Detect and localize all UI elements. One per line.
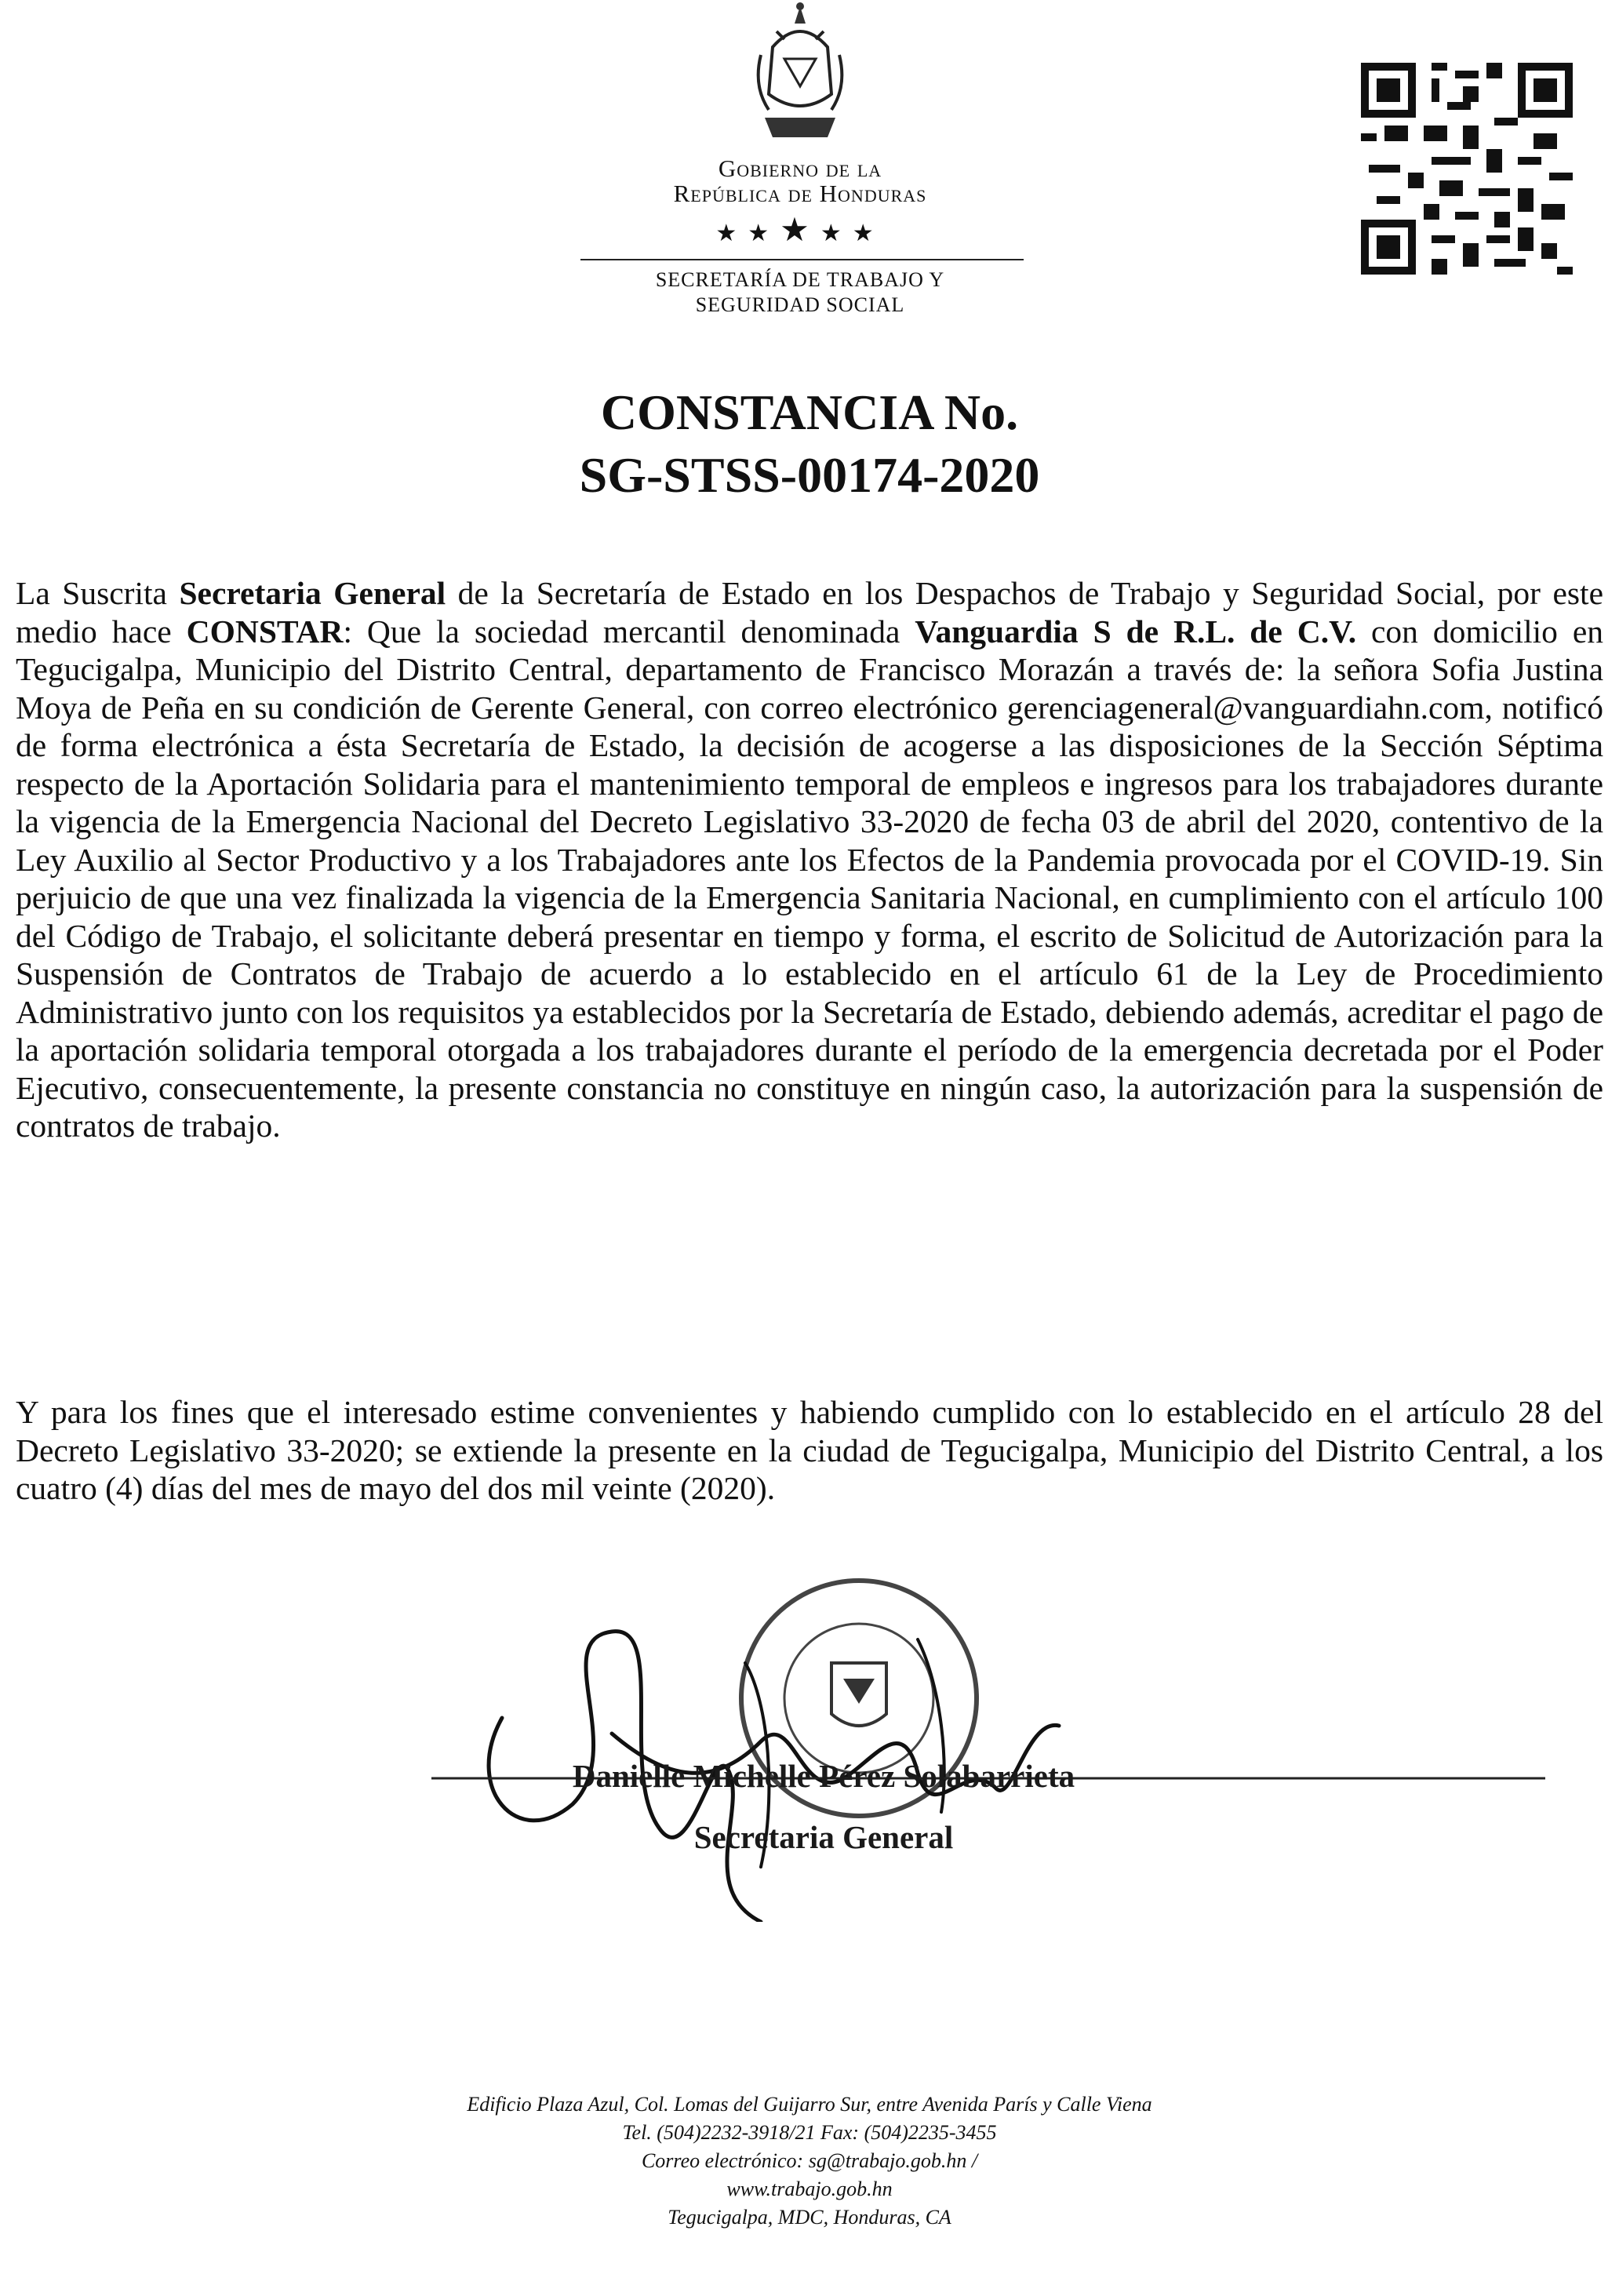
star-icon: ★ bbox=[780, 210, 820, 249]
star-icon: ★ bbox=[748, 220, 780, 247]
text-run-bold: Secretaria General bbox=[179, 575, 446, 611]
star-icon: ★ bbox=[715, 220, 748, 247]
secretariat-name-line2: SEGURIDAD SOCIAL bbox=[695, 293, 905, 316]
footer-city: Tegucigalpa, MDC, Honduras, CA bbox=[668, 2206, 951, 2229]
signer-role: Secretaria General bbox=[693, 1819, 954, 1855]
text-run: : Que la sociedad mercantil denominada bbox=[343, 613, 915, 650]
coat-of-arms-icon bbox=[749, 0, 851, 141]
star-icon: ★ bbox=[820, 220, 853, 247]
footer-email: Correo electrónico: sg@trabajo.gob.hn / bbox=[641, 2149, 978, 2172]
company-name: Vanguardia S de R.L. de C.V. bbox=[915, 613, 1357, 650]
stars-row bbox=[549, 210, 1051, 249]
government-name-line1: Gobierno de la bbox=[718, 155, 882, 182]
signer-name: Danielle Michelle Pérez Solabarrieta bbox=[572, 1758, 1075, 1794]
header-divider bbox=[580, 259, 1024, 260]
document-number: SG-STSS-00174-2020 bbox=[579, 447, 1040, 503]
text-run: con domicilio en Tegucigalpa, Municipio del Distrito Central, departamento de Francisco Morazán a través de: la señora Sofia Justina Moya de Peña en su condición de Gerente General, con correo electrónico gerenciageneral@vanguardiahn.com, notificó de forma electrónica a ésta Secretaría de Estado, la decisión de acogerse a las disposiciones de la Sección Séptima respecto de la Aportación Solidaria para el mantenimiento temporal de empleos e ingresos para los trabajadores durante la vigencia de la Emergencia Nacional del Decreto Legislativo 33-2020 de fecha 03 de abril del 2020, contentivo de la Ley Auxilio al Sector Productivo y a los Trabajadores ante los Efectos de la Pandemia provocada por el COVID-19. Sin perjuicio de que una vez finalizada la vigencia de la Emergencia Sanitaria Nacional, en cumplimiento con el artículo 100 del Código de Trabajo, el solicitante deberá presentar en tiempo y forma, el escrito de Solicitud de Autorización para la Suspensión de Contratos de Trabajo de acuerdo a lo establecido en el artículo 61 de la Ley de Procedimiento Administrativo junto con los requisitos ya establecidos por la Secretaría de Estado, debiendo además, acreditar el pago de la aportación solidaria temporal otorgada a los trabajadores durante el período de la emergencia decretada por el Poder Ejecutivo, consecuentemente, la presente constancia no constituye en ningún caso, la autorización para la suspensión de contratos de trabajo. bbox=[16, 613, 1603, 1144]
secretariat-name-line1: SECRETARÍA DE TRABAJO Y bbox=[655, 268, 945, 291]
star-icon: ★ bbox=[852, 220, 885, 247]
text-run: de la Secretaría de Estado en los Despachos de Trabajo y Seguridad Social, por este medio hace bbox=[16, 575, 1603, 650]
footer-phone: Tel. (504)2232-3918/21 Fax: (504)2235-3455 bbox=[622, 2121, 997, 2144]
government-name-line2: República de Honduras bbox=[673, 180, 927, 207]
footer-address: Edificio Plaza Azul, Col. Lomas del Guijarro Sur, entre Avenida París y Calle Viena bbox=[467, 2093, 1152, 2116]
qr-code-icon bbox=[1361, 63, 1573, 275]
footer-contact bbox=[0, 2090, 1619, 2232]
signature-block bbox=[431, 1569, 1545, 1922]
document-title: CONSTANCIA No. bbox=[600, 384, 1019, 440]
text-run-bold: CONSTAR bbox=[186, 613, 344, 650]
text-run: La Suscrita bbox=[16, 575, 180, 611]
body-paragraph-2: Y para los fines que el interesado estime convenientes y habiendo cumplido con lo establecido en el artículo 28 del Decreto Legislativo 33-2020; se extiende la presente en la ciudad de Tegucigalpa, Municipio del Distrito Central, a los cuatro (4) días del mes de mayo del dos mil veinte (2020). bbox=[16, 1394, 1603, 1506]
body-paragraph-1 bbox=[16, 574, 1603, 1145]
footer-website: www.trabajo.gob.hn bbox=[726, 2178, 893, 2200]
